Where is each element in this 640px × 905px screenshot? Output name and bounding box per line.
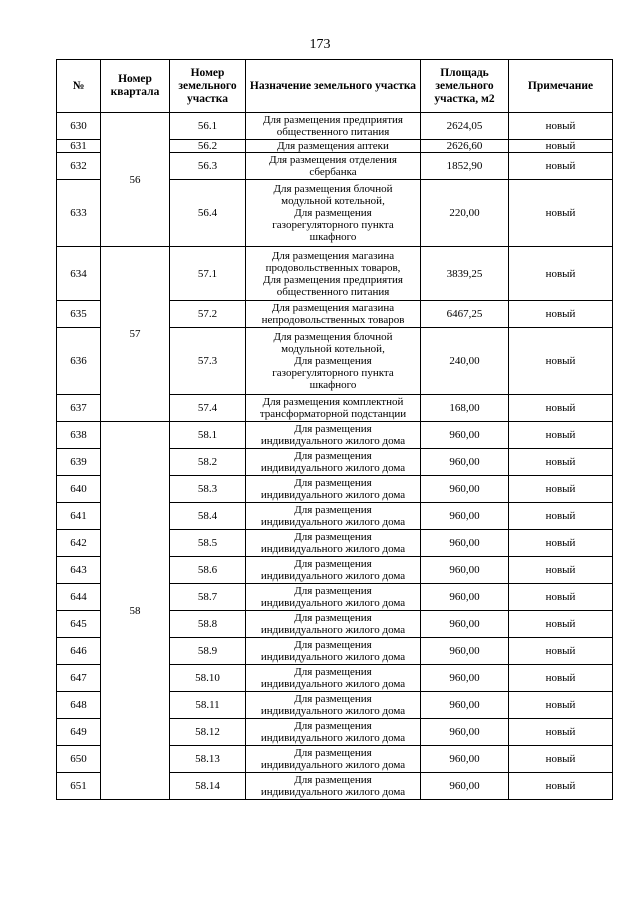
- block-number: 56: [101, 113, 170, 247]
- plot-note: новый: [509, 301, 613, 328]
- plot-number: 58.2: [170, 449, 246, 476]
- plot-note: новый: [509, 328, 613, 395]
- plot-purpose: [246, 328, 421, 395]
- purpose-line: Для размещения блочной: [273, 331, 393, 343]
- plot-area: 960,00: [421, 638, 509, 665]
- plot-area: 3839,25: [421, 247, 509, 301]
- header-note: Примечание: [509, 60, 613, 113]
- purpose-line: индивидуального жилого дома: [260, 489, 406, 501]
- plot-number: 57.3: [170, 328, 246, 395]
- row-number: 645: [57, 611, 101, 638]
- plot-purpose: [246, 476, 421, 503]
- purpose-line: шкафного: [309, 231, 357, 243]
- header-number: №: [57, 60, 101, 113]
- plot-note: новый: [509, 503, 613, 530]
- purpose-line: индивидуального жилого дома: [260, 678, 406, 690]
- purpose-line: продовольственных товаров,: [265, 261, 401, 274]
- plot-area: 2626,60: [421, 140, 509, 153]
- purpose-line: Для размещения: [294, 504, 372, 516]
- purpose-line: индивидуального жилого дома: [260, 570, 406, 582]
- plot-area: 960,00: [421, 503, 509, 530]
- plot-area: 960,00: [421, 746, 509, 773]
- plot-number: 58.14: [170, 773, 246, 800]
- plot-note: новый: [509, 746, 613, 773]
- plot-note: новый: [509, 557, 613, 584]
- purpose-line: Для размещения аптеки: [277, 140, 389, 152]
- plot-note: новый: [509, 584, 613, 611]
- table-header-row: [57, 60, 613, 113]
- purpose-line: общественного питания: [276, 285, 390, 298]
- plot-note: новый: [509, 773, 613, 800]
- row-number: 631: [57, 140, 101, 153]
- purpose-line: газорегуляторного пункта: [272, 219, 394, 231]
- plot-number: 58.5: [170, 530, 246, 557]
- purpose-line: сбербанка: [309, 166, 357, 178]
- purpose-line: Для размещения: [294, 355, 372, 367]
- purpose-line: Для размещения: [294, 585, 372, 597]
- plot-number: 56.1: [170, 113, 246, 140]
- plot-note: новый: [509, 449, 613, 476]
- table-row: [57, 113, 613, 140]
- purpose-line: Для размещения: [294, 207, 372, 219]
- row-number: 636: [57, 328, 101, 395]
- row-number: 630: [57, 113, 101, 140]
- plot-area: 168,00: [421, 395, 509, 422]
- header-plot-area: Площадь земельного участка, м2: [421, 60, 509, 113]
- block-number: 57: [101, 247, 170, 422]
- plot-area: 1852,90: [421, 153, 509, 180]
- plot-purpose: [246, 692, 421, 719]
- plot-purpose: [246, 746, 421, 773]
- purpose-line: Для размещения магазина: [271, 249, 395, 262]
- purpose-line: общественного питания: [276, 126, 390, 138]
- purpose-line: индивидуального жилого дома: [260, 462, 406, 474]
- plot-area: 960,00: [421, 773, 509, 800]
- purpose-line: индивидуального жилого дома: [260, 435, 406, 447]
- plot-area: 960,00: [421, 692, 509, 719]
- plot-area: 960,00: [421, 530, 509, 557]
- row-number: 650: [57, 746, 101, 773]
- plot-number: 58.3: [170, 476, 246, 503]
- row-number: 648: [57, 692, 101, 719]
- plot-area: 240,00: [421, 328, 509, 395]
- header-plot-purpose: Назначение земельного участка: [246, 60, 421, 113]
- plot-note: новый: [509, 476, 613, 503]
- row-number: 644: [57, 584, 101, 611]
- purpose-line: трансформаторной подстанции: [259, 408, 407, 420]
- table-body: [57, 113, 613, 800]
- plot-number: 57.2: [170, 301, 246, 328]
- purpose-line: индивидуального жилого дома: [260, 597, 406, 609]
- purpose-line: модульной котельной,: [281, 343, 385, 355]
- purpose-line: Для размещения предприятия: [263, 273, 403, 286]
- purpose-line: Для размещения: [294, 774, 372, 786]
- plot-purpose: [246, 584, 421, 611]
- plot-area: 960,00: [421, 449, 509, 476]
- plot-note: новый: [509, 247, 613, 301]
- purpose-line: индивидуального жилого дома: [260, 543, 406, 555]
- plot-note: новый: [509, 153, 613, 180]
- plot-note: новый: [509, 140, 613, 153]
- row-number: 640: [57, 476, 101, 503]
- plot-number: 58.10: [170, 665, 246, 692]
- purpose-line: индивидуального жилого дома: [260, 705, 406, 717]
- row-number: 649: [57, 719, 101, 746]
- plot-note: новый: [509, 395, 613, 422]
- plot-area: 960,00: [421, 557, 509, 584]
- purpose-line: индивидуального жилого дома: [260, 759, 406, 771]
- table-row: [57, 247, 613, 301]
- plot-area: 960,00: [421, 476, 509, 503]
- plot-number: 57.4: [170, 395, 246, 422]
- plot-number: 58.4: [170, 503, 246, 530]
- purpose-line: индивидуального жилого дома: [260, 786, 406, 798]
- plot-area: 960,00: [421, 611, 509, 638]
- plot-purpose: [246, 557, 421, 584]
- plot-purpose: [246, 530, 421, 557]
- plot-area: 960,00: [421, 665, 509, 692]
- row-number: 643: [57, 557, 101, 584]
- purpose-line: Для размещения: [294, 720, 372, 732]
- purpose-line: шкафного: [309, 379, 357, 391]
- plot-number: 58.11: [170, 692, 246, 719]
- purpose-line: модульной котельной,: [281, 195, 385, 207]
- row-number: 641: [57, 503, 101, 530]
- plot-note: новый: [509, 692, 613, 719]
- plot-purpose: [246, 180, 421, 247]
- row-number: 637: [57, 395, 101, 422]
- purpose-line: индивидуального жилого дома: [260, 651, 406, 663]
- plot-note: новый: [509, 180, 613, 247]
- plot-number: 56.4: [170, 180, 246, 247]
- purpose-line: Для размещения: [294, 558, 372, 570]
- row-number: 638: [57, 422, 101, 449]
- purpose-line: Для размещения отделения: [269, 154, 397, 166]
- plot-number: 58.13: [170, 746, 246, 773]
- purpose-line: Для размещения: [294, 531, 372, 543]
- plot-purpose: [246, 503, 421, 530]
- plot-area: 960,00: [421, 422, 509, 449]
- plot-purpose: [246, 665, 421, 692]
- plot-purpose: [246, 719, 421, 746]
- purpose-line: Для размещения: [294, 450, 372, 462]
- plot-note: новый: [509, 530, 613, 557]
- plot-purpose: [246, 247, 421, 301]
- row-number: 646: [57, 638, 101, 665]
- purpose-line: Для размещения: [294, 639, 372, 651]
- block-number: 58: [101, 422, 170, 800]
- plot-note: новый: [509, 719, 613, 746]
- plot-note: новый: [509, 638, 613, 665]
- row-number: 635: [57, 301, 101, 328]
- plot-purpose: [246, 449, 421, 476]
- purpose-line: Для размещения: [294, 612, 372, 624]
- plot-number: 58.8: [170, 611, 246, 638]
- plot-purpose: [246, 140, 421, 153]
- row-number: 632: [57, 153, 101, 180]
- purpose-line: Для размещения: [294, 423, 372, 435]
- purpose-line: индивидуального жилого дома: [260, 732, 406, 744]
- purpose-line: Для размещения блочной: [273, 183, 393, 195]
- plot-purpose: [246, 611, 421, 638]
- plot-purpose: [246, 301, 421, 328]
- plot-number: 57.1: [170, 247, 246, 301]
- purpose-line: индивидуального жилого дома: [260, 624, 406, 636]
- plot-note: новый: [509, 113, 613, 140]
- page-number: 173: [309, 37, 331, 52]
- plot-area: 960,00: [421, 584, 509, 611]
- plot-area: 960,00: [421, 719, 509, 746]
- purpose-line: Для размещения магазина: [271, 302, 395, 314]
- purpose-line: Для размещения: [294, 693, 372, 705]
- plot-number: 56.3: [170, 153, 246, 180]
- land-plots-table: [56, 59, 613, 800]
- plot-note: новый: [509, 422, 613, 449]
- table-row: [57, 422, 613, 449]
- purpose-line: непродовольственных товаров: [261, 314, 405, 326]
- row-number: 647: [57, 665, 101, 692]
- plot-area: 6467,25: [421, 301, 509, 328]
- purpose-line: Для размещения: [294, 666, 372, 678]
- plot-area: 2624,05: [421, 113, 509, 140]
- row-number: 642: [57, 530, 101, 557]
- plot-number: 58.6: [170, 557, 246, 584]
- plot-note: новый: [509, 665, 613, 692]
- plot-note: новый: [509, 611, 613, 638]
- purpose-line: Для размещения предприятия: [263, 114, 403, 126]
- header-block-number: Номер квартала: [101, 60, 170, 113]
- purpose-line: газорегуляторного пункта: [272, 367, 394, 379]
- row-number: 633: [57, 180, 101, 247]
- row-number: 651: [57, 773, 101, 800]
- plot-number: 56.2: [170, 140, 246, 153]
- plot-purpose: [246, 153, 421, 180]
- purpose-line: Для размещения: [294, 747, 372, 759]
- plot-purpose: [246, 422, 421, 449]
- plot-area: 220,00: [421, 180, 509, 247]
- row-number: 639: [57, 449, 101, 476]
- purpose-line: Для размещения: [294, 477, 372, 489]
- header-plot-number: Номер земельного участка: [170, 60, 246, 113]
- purpose-line: Для размещения комплектной: [262, 396, 404, 408]
- plot-purpose: [246, 113, 421, 140]
- plot-purpose: [246, 638, 421, 665]
- plot-purpose: [246, 395, 421, 422]
- plot-purpose: [246, 773, 421, 800]
- plot-number: 58.12: [170, 719, 246, 746]
- row-number: 634: [57, 247, 101, 301]
- plot-number: 58.1: [170, 422, 246, 449]
- plot-number: 58.9: [170, 638, 246, 665]
- plot-number: 58.7: [170, 584, 246, 611]
- purpose-line: индивидуального жилого дома: [260, 516, 406, 528]
